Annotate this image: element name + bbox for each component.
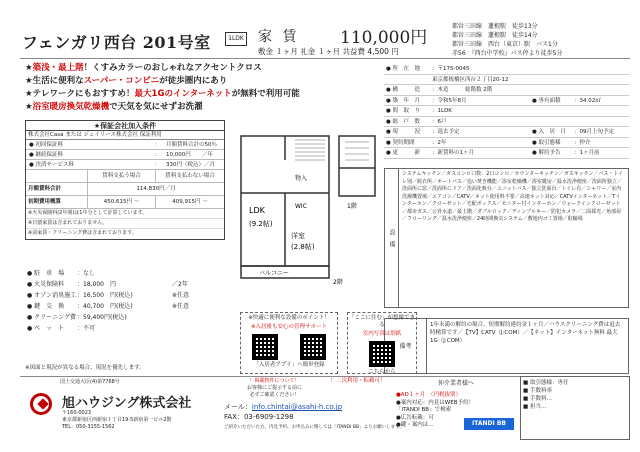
app-qr-box (240, 312, 338, 374)
floor1-label: 1階 (347, 203, 357, 210)
initial-cost-row: 初期費用概算 450,615円 〜 409,915円 〜 (26, 196, 224, 209)
access-line: 都営三田線 西台（東京）駅 バス1分 (452, 41, 558, 48)
listing-notice: ！掲載物件について！ お客様にご提示する前に 必ずご確認ください！ (246, 378, 302, 398)
photo-qr-subtitle: 室内写真は別紙 (362, 331, 402, 337)
property-row: ● 契約期間 ：2年 ● 取引態様 ：仲介 (384, 138, 629, 149)
guarantee-row: ● 決済サービス料 ： 330円（税込）／月 (26, 160, 224, 170)
balcony-label: バルコニー (259, 270, 290, 277)
remarks-text: 1年未満の解約の場合、短期解約違約金１ヶ月／ハウスクリーニング費は退去時精算です／【TV】CATV（J:COM）／【ネット】インターネット無料 最大1G（J:COM） (430, 322, 621, 344)
app-qr-subtitle: ※入居後も安心の管理サポート (250, 324, 328, 330)
qr-code-icon[interactable] (369, 341, 395, 367)
qr-code-icon[interactable] (252, 334, 278, 360)
remarks-box (384, 318, 629, 374)
feature-item: ★浴室暖房換気乾燥機で天気を気にせずお洗濯 (25, 102, 203, 112)
cost-note: ※前家賃・クリーニング費は含まれております。 (28, 230, 137, 236)
guarantee-row: ● 初回保証料 ： 月額賃料合計の50％ (26, 140, 224, 150)
property-row: ● 間 取 り ：1LDK (384, 106, 629, 117)
photo-qr-title: 「ここに住む」が想像できる (348, 315, 415, 328)
photo-qr-box (347, 312, 417, 374)
company-logo-icon (30, 393, 52, 415)
header-divider (20, 58, 630, 59)
feature-item: ★テレワークにもおすすめ！最大1Gのインターネットが無料で利用可能 (25, 89, 300, 99)
cost-note: ※日割家賃は含まれておりません。 (26, 219, 224, 229)
access-line: 赤56 『西台中学校』バス停より徒歩5分 (452, 50, 563, 57)
company-name: 旭ハウジング株式会社 (62, 396, 192, 411)
feature-item: ★生活に便利なスーパー・コンビニが徒歩圏内にあり (25, 76, 228, 86)
property-row: 東京都板橋区西台２丁目20-12 (384, 75, 629, 86)
deposit-key-money: 敷金 １ヶ月 礼金 １ヶ月 共益費 4,500 円 (258, 47, 399, 56)
spec-row: ● オゾン消臭施工 ：16,500 円(税込) ※任意 (27, 292, 190, 299)
property-row: ● 構 造 ：木造 総階数 2階 (384, 85, 629, 96)
app-qr-title: ※快適に便利な設備のポイント！ (248, 315, 330, 321)
feature-item: ★築浅・最上階！くすみカラーのおしゃれなアクセントクロス (25, 63, 262, 73)
monthly-total-row: 月額賃料合計 114,830円／月 (26, 183, 224, 196)
guarantee-company: 株式会社Casa または ジェイリース株式会社 保証利用 (26, 131, 224, 140)
remarks-label: 備考 (385, 319, 427, 373)
floor2-label: 2階 (333, 279, 343, 286)
rent-label: 家 賃 (258, 29, 300, 45)
ldk-size: (9.2帖) (249, 220, 273, 228)
cost-note: ※火災保険料(2年間)は1年分として計算しています。 (26, 209, 224, 219)
license-number: 国土交通大臣(4)第7768号 (60, 379, 120, 385)
reuse-notice: ！二次利用・転載可！ (330, 378, 386, 384)
access-line: 都営三田線 蓮根駅 徒歩13分 (452, 23, 538, 30)
cost-header-row: 賃料支払う場合 賃料支払わない場合 (26, 170, 224, 183)
equipment-label: 設 備 (385, 169, 399, 307)
qr-code-icon[interactable] (300, 334, 326, 360)
layout-badge: 1LDK (225, 32, 247, 46)
property-row: ● 総 戸 数 ：6戸 (384, 117, 629, 128)
ldk-label: LDK (249, 206, 265, 215)
floor-plan (235, 118, 385, 288)
storage-label: 物入 (295, 175, 308, 182)
contact-fax: FAX：03-6909-1298 (224, 413, 294, 421)
spec-row: ● 鍵 交 換 ：40,700 円(税込) ※任意 (27, 303, 190, 310)
guarantee-box (25, 120, 225, 240)
booking-instruction: ご紹介いただいた方。内見予約、お申込みに関しては「ITANDI BB」よりお願いします。 (224, 425, 404, 430)
company-address: 〒160-0023 東京都新宿区西新宿１丁目19-5新宿第一ビル2階 TEL：050-3155-1562 (62, 410, 172, 430)
access-list (452, 22, 622, 58)
rent-value: 110,000円 (340, 28, 428, 48)
contact-email[interactable]: メール：info.chintai@asahi-h.co.jp (224, 403, 343, 411)
broker-info: ●AD１ヶ月 （円税抜別） ●案内対応：内見はWEB予約！ 「ITANDI BB」で検索 ●広告転載：可 ●鍵・案内は… (396, 392, 474, 428)
spec-row: ● 火災保険料 ：18,000 円 ／2年 (27, 281, 188, 288)
access-line: 都営三田線 蓮根駅 徒歩14分 (452, 32, 538, 39)
western-room-size: (2.8帖) (291, 243, 315, 251)
photo-qr-caption: こちらから (368, 369, 396, 375)
guarantee-row: ● 継続保証料 ： 10,000円 ／年 (26, 150, 224, 160)
western-room-label: 洋室 (291, 232, 305, 240)
property-row: ● 所 在 地 ：〒175-0045 (384, 64, 629, 75)
property-table (384, 64, 629, 159)
app-qr-caption: 「入居者アプリ」へ簡単登録 (253, 362, 325, 368)
property-row: ● 更 新 ：新賃料の1ヶ月 ● 解約予告 ：1ヶ月前 (384, 148, 629, 159)
property-row: ● 築 年 月 ：令和5年8月 ● 専有面積 ：34.02㎡ (384, 96, 629, 107)
spec-row: ● 駐 車 場 ：なし (27, 270, 96, 277)
spec-list (27, 268, 189, 334)
feature-list (25, 62, 355, 114)
transaction-box: ■ 取引態様：専任 ■ 手数料率 ■ 手数料… ■ 担当… (520, 376, 630, 440)
property-row: ● 現 況 ：退去予定 ● 入 居 日 ：09月上旬予定 (384, 127, 629, 138)
guarantee-title: ★保証会社加入条件 (26, 121, 224, 131)
property-title: フェンガリ西台 201号室 (22, 33, 211, 52)
itandi-bb-logo[interactable]: ITANDI BB (464, 418, 514, 430)
wic-label: WIC (295, 203, 307, 210)
broker-heading: 仲介業者様へ (437, 380, 474, 387)
floor-plan-note: ※図面と現況が異なる場合、現況を優先します。 (25, 365, 145, 371)
spec-row: ● クリーニング費 ：59,400円(税込) (27, 314, 127, 321)
spec-row: ● ペ ッ ト ：不可 (27, 325, 96, 332)
equipment-text: システムキッチン／ガスコンロ口数：2口コンロ／カウンターキッチン／ガスキッチン／バス・トイレ別／脱衣所／オートバス／追い焚き機能／浴室乾燥機／浴室暖房／温水洗浄便座／洗面所独立／洗面所に窓／洗面所にドア／洗面化粧台／ユニットバス／独立洗面台／トイレ有／シャワー／室内洗濯機置場／エアコン／CATV／ネット使用料不要／高速ネット対応／CATVインターネット／Tインターホン／クローゼット／宅配ボックス／モニター付インターホン／ウォークインクローゼット／都市ガス／公営水道／最上階／ダブルロック／ディンプルキー／防犯カメラ／二面採光／角部屋／フローリング／温水洗浄便座／24時間換気システム／敷地内ゴミ置場／駐輪場 (402, 171, 624, 222)
equipment-box (384, 168, 629, 308)
